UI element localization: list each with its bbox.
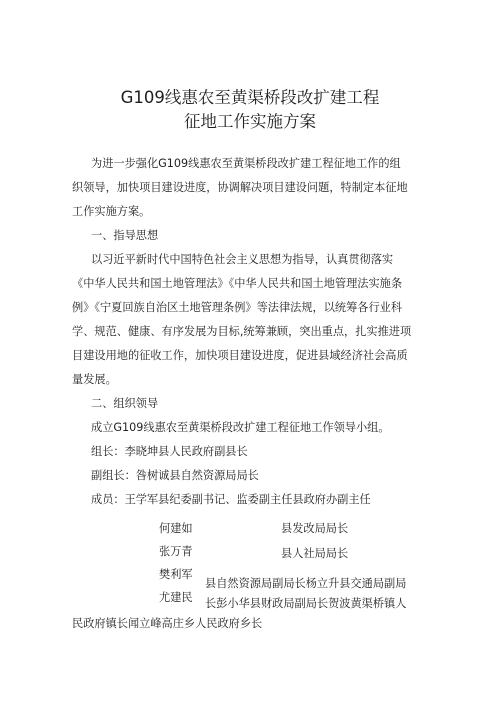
group-members-label: 成员：王学军县纪委副书记、监委副主任县政府办副主任: [91, 493, 371, 506]
document-title-line1: G109线惠农至黄渠桥段改扩建工程: [120, 88, 380, 107]
section1-line-6: 量发展。: [72, 373, 117, 386]
document-title-line2: 征地工作实施方案: [184, 112, 316, 131]
group-leader: 组长：李晓坤县人民政府副县长: [91, 445, 248, 458]
member-name: 张万青: [159, 545, 193, 558]
section2-heading: 二、组织领导: [91, 397, 159, 410]
section1-line-5: 目建设用地的征收工作，加快项目建设进度，促进县域经济社会高质: [72, 349, 408, 362]
member-role: 县发改局局长: [281, 522, 349, 535]
section1-heading: 一、指导思想: [91, 229, 159, 242]
section2-line-1: 成立G109线惠农至黄渠桥段改扩建工程征地工作领导小组。: [91, 421, 390, 434]
member-name: 樊利军: [159, 568, 193, 581]
intro-line-2: 织领导，加快项目建设进度，协调解决项目建设问题，特制定本征地: [72, 181, 408, 194]
intro-line-1: 为进一步强化G109线惠农至黄渠桥段改扩建工程征地工作的组: [91, 157, 401, 170]
group-deputy: 副组长：咎树诚县自然资源局局长: [91, 469, 259, 482]
members-tail-line-3: 民政府镇长闻立峰高庄乡人民政府乡长: [72, 617, 263, 630]
members-tail-line-1: 县自然资源局副局长杨立升县交通局副局: [205, 577, 407, 590]
member-name: 何建如: [159, 522, 193, 535]
members-tail-line-2: 长彭小华县财政局副局长贺波黄渠桥镇人: [205, 597, 407, 610]
section1-line-4: 学、规范、健康、有序发展为目标,统筹兼顾，突出重点，扎实推进项: [72, 325, 412, 338]
member-name: 尤建民: [159, 591, 193, 604]
section1-line-1: 以习近平新时代中国特色社会主义思想为指导，认真贯彻落实: [91, 253, 394, 266]
section1-line-3: 例》《宁夏回族自治区土地管理条例》等法律法规，以统筹各行业科: [72, 301, 403, 314]
section1-line-2: 《中华人民共和国土地管理法》《中华人民共和国土地管理法实施条: [72, 277, 403, 290]
member-role: 县人社局局长: [281, 547, 349, 560]
intro-line-3: 工作实施方案。: [72, 205, 151, 218]
